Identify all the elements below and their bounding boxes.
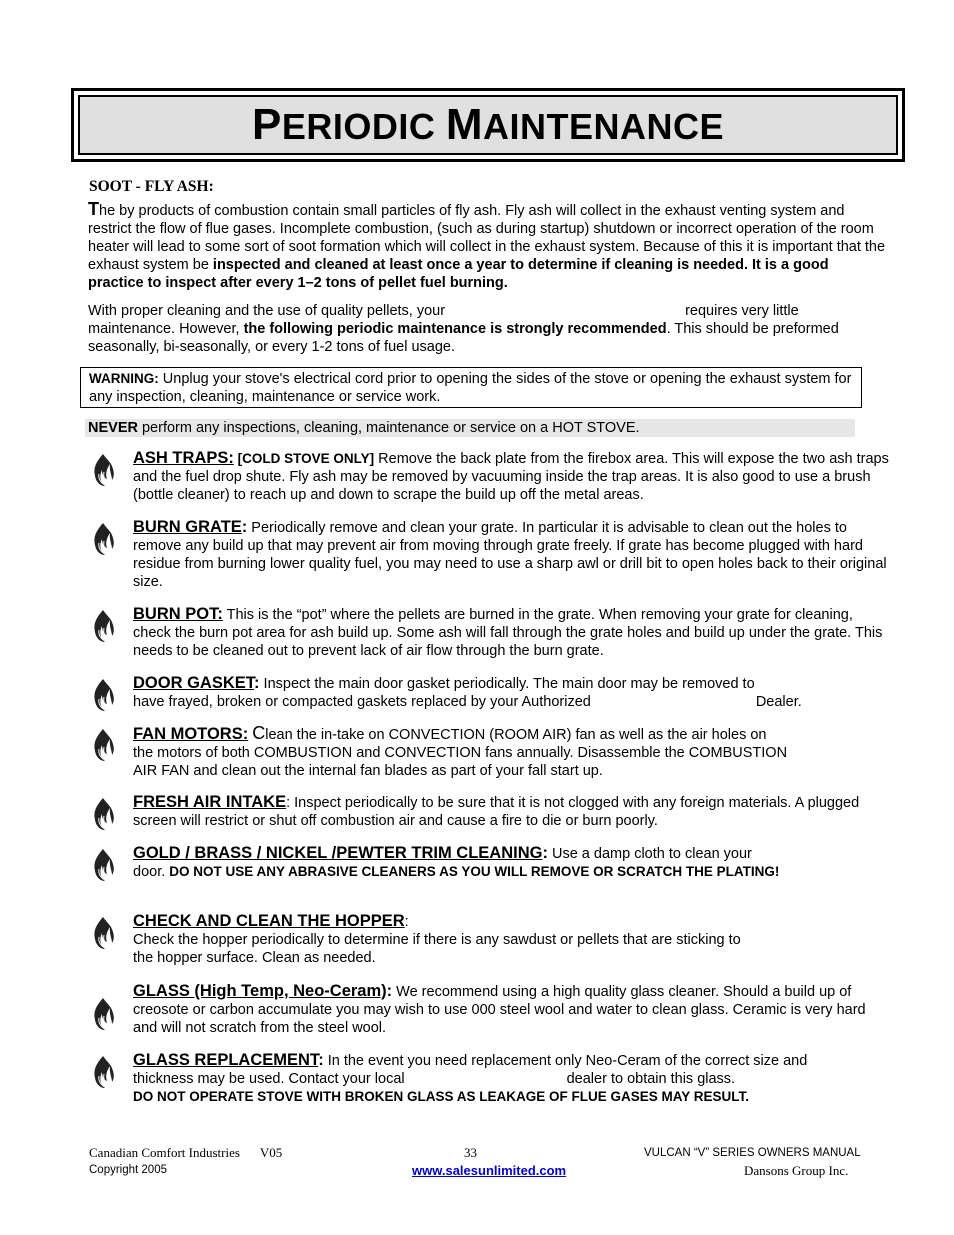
intro-paragraph [88,302,868,356]
flame-icon [90,521,116,557]
never-notice [85,419,855,437]
burn-grate-body: Periodically remove and clean your grate. In particular it is advisable to clean out the holes to remove any build up that may prevent air from moving through grate freely. If grate has become plugged with hard residue from burning lower quality fuel, you may need to use a sharp awl or drill bit to open holes back to their original size. [133,520,887,590]
fan-motors-body1: lean the in-take on CONVECTION (ROOM AIR) fan as well as the air holes on [265,727,767,743]
fresh-air-body: Inspect periodically to be sure that it is not clogged with any foreign materials. A plugged screen will restrict or shut off combustion air and cause a fire to die or burn poorly. [133,795,860,829]
door-gasket-body1: Inspect the main door gasket periodically. The main door may be removed to [259,676,755,692]
cold-stove-label: [COLD STOVE ONLY] [233,451,375,466]
door-gasket-text [133,674,893,711]
soot-heading: SOOT - FLY ASH: [89,178,214,195]
flame-icon [90,677,116,713]
soot-paragraph [88,200,888,292]
glass-replacement-text [133,1051,893,1106]
drop-cap-c: C [252,723,266,743]
fan-motors-text [133,724,893,780]
warning-label: WARNING: [89,371,159,386]
hopper-heading: CHECK AND CLEAN THE HOPPER [133,912,405,930]
fan-motors-body2: the motors of both COMBUSTION and CONVECTION fans annually. Disassemble the COMBUSTION [133,745,788,761]
intro-bold: the following periodic maintenance is strongly recommended [243,321,667,337]
footer-group: Dansons Group Inc. [744,1163,849,1178]
flame-icon [90,608,116,644]
burn-pot-heading: BURN POT: [133,605,223,623]
flame-icon [90,915,116,951]
colon: : [241,518,248,536]
never-text: perform any inspections, cleaning, maintenance or service on a HOT STOVE. [137,420,640,436]
burn-grate-heading: BURN GRATE [133,518,242,536]
hopper-body2: the hopper surface. Clean as needed. [133,950,376,966]
colon: : [254,674,260,692]
glass-replacement-heading: GLASS REPLACEMENT [133,1051,319,1069]
intro-text2: maintenance. However, [88,321,244,337]
title-banner [71,88,905,162]
title-rest-2: AINTENANCE [483,106,725,147]
glass-text [133,982,893,1037]
ash-traps-body: Remove the back plate from the firebox area. This will expose the two ash traps and the fuel drop shute. Fly ash may be removed by vacuuming inside the trap areas. It is also good to use a brush (bottle cleaner) to reach up and down to scrape the build up off the metal areas. [133,451,889,503]
flame-icon [90,452,116,488]
hopper-body1: Check the hopper periodically to determine if there is any sawdust or pellets that are sticking to [133,932,741,948]
company-name: Canadian Comfort Industries [89,1145,240,1160]
title-rest-1: ERIODIC [281,106,436,147]
url-link[interactable]: www.salesunlimited.com [412,1163,567,1178]
door-gasket-body3: Dealer. [755,694,802,710]
trim-cleaning-body1: Use a damp cloth to clean your [547,846,752,862]
intro-line-a: With proper cleaning and the use of quality pellets, your [88,303,446,319]
drop-cap: T [88,199,99,219]
footer-url[interactable] [412,1163,566,1178]
warning-text: Unplug your stove's electrical cord prior to opening the sides of the stove or opening the exhaust system for any inspection, cleaning, maintenance or service work. [89,371,852,405]
colon: : [318,1051,324,1069]
trim-cleaning-warning: DO NOT USE ANY ABRASIVE CLEANERS AS YOU WILL REMOVE OR SCRATCH THE PLATING! [169,864,780,879]
glass-replacement-warning: DO NOT OPERATE STOVE WITH BROKEN GLASS AS LEAKAGE OF FLUE GASES MAY RESULT. [133,1089,750,1104]
fresh-air-heading: FRESH AIR INTAKE [133,793,287,811]
glass-heading: GLASS (High Temp, Neo-Ceram) [133,982,387,1000]
ash-traps-text [133,449,893,504]
page-number: 33 [464,1145,477,1160]
glass-body: We recommend using a high quality glass cleaner. Should a build up of creosote or carbon accumulate you may wish to use 000 steel wool and water to clean glass. Ceramic is very hard and will not scratch from the steel wool. [133,984,866,1036]
title-cap-p: P [251,100,282,149]
title-cap-m: M [445,100,484,149]
flame-icon [90,847,116,883]
intro-line-b: requires very little [685,303,799,319]
colon: : [286,795,291,811]
soot-bold: inspected and cleaned at least once a year to determine if cleaning is needed. It is a good practice to inspect after every 1–2 tons of pellet fuel burning. [88,257,829,291]
hopper-text [133,912,893,967]
footer-copyright: Copyright 2005 [89,1164,167,1176]
flame-icon [90,1054,116,1090]
trim-cleaning-heading: GOLD / BRASS / NICKEL /PEWTER TRIM CLEANING [133,844,543,862]
glass-replacement-body1: In the event you need replacement only Neo-Ceram of the correct size and [323,1053,808,1069]
soot-text: he by products of combustion contain small particles of fly ash. Fly ash will collect in the exhaust venting system and restrict the flow of flue gases. Incomplete combustion, (such as during startup) shutdown or incorrect operation of the room heater will lead to some sort of soot formation which will collect in the exhaust system. Because of this it is important that the exhaust system be [88,203,886,273]
burn-grate-text [133,518,893,591]
colon: : [542,844,548,862]
fan-motors-heading: FAN MOTORS: [133,725,249,743]
never-label: NEVER [88,420,138,436]
glass-replacement-body2a: thickness may be used. Contact your local [133,1071,405,1087]
version: V05 [259,1145,283,1160]
manual-title: VULCAN “V” SERIES OWNERS MANUAL [644,1147,861,1159]
flame-icon [90,727,116,763]
glass-replacement-body2b: dealer to obtain this glass. [566,1071,736,1087]
door-gasket-body2: have frayed, broken or compacted gaskets replaced by your Authorized [133,694,591,710]
fan-motors-body3: AIR FAN and clean out the internal fan blades as part of your fall start up. [133,763,603,779]
burn-pot-body: This is the “pot” where the pellets are burned in the grate. When removing your grate for cleaning, check the burn pot area for ash build up. Some ash will fall through the grate holes and build up under the grate. This needs to be cleaned out to prevent lack of air flow through the burn grate. [133,607,883,659]
footer-company [89,1145,282,1161]
intro-text3: . This should be preformed seasonally, bi-seasonally, or every 1-2 tons of fuel usage. [88,321,839,355]
warning-box [80,367,862,408]
flame-icon [90,796,116,832]
trim-cleaning-text [133,844,893,881]
colon: : [404,914,409,930]
page-title [252,100,724,150]
fresh-air-text [133,793,893,830]
colon: : [386,982,393,1000]
door-gasket-heading: DOOR GASKET [133,674,255,692]
flame-icon [90,996,116,1032]
ash-traps-heading: ASH TRAPS: [133,449,234,467]
title-banner-inner [78,95,898,155]
burn-pot-text [133,605,893,660]
trim-cleaning-body2: door. [133,864,170,880]
